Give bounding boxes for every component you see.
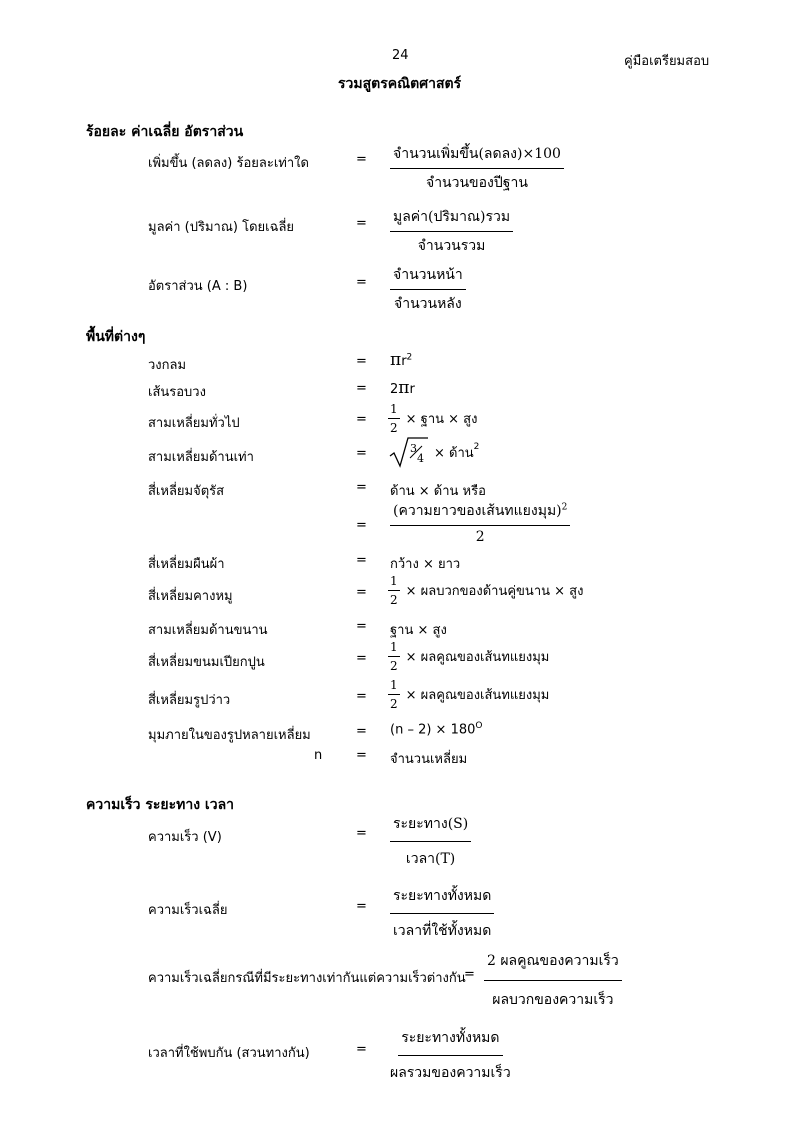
equals-sign: = <box>356 724 367 739</box>
formula-rhs <box>388 640 549 673</box>
formula-label: ความเร็ว (V) <box>148 830 222 845</box>
equals-sign: = <box>356 826 367 841</box>
exponent: 2 <box>473 442 480 452</box>
denominator: จำนวนหลัง <box>394 296 462 312</box>
formula-rhs: จำนวนเหลี่ยม <box>390 752 468 767</box>
page-number: 24 <box>392 48 409 63</box>
formula-rhs <box>390 721 482 737</box>
equals-sign: = <box>356 152 367 167</box>
denominator: จำนวนของปีฐาน <box>425 175 528 191</box>
numerator: 1 <box>388 574 400 591</box>
formula-label: มุมภายในของรูปหลายเหลี่ยม <box>148 728 311 743</box>
numerator-text: (ความยาวของเส้นทแยงมุม) <box>393 503 562 519</box>
equals-sign: = <box>356 619 367 634</box>
formula-label: สี่เหลี่ยมจัตุรัส <box>148 484 225 499</box>
denominator: 2 <box>390 659 398 673</box>
numerator: ระยะทางทั้งหมด <box>390 885 494 914</box>
equals-sign: = <box>356 381 367 396</box>
formula-label: ความเร็วเฉลี่ย <box>148 903 228 918</box>
fraction <box>390 264 466 315</box>
formula-label: เส้นรอบวง <box>148 385 206 400</box>
exponent: 2 <box>561 502 568 513</box>
coefficient: 2 <box>390 382 399 397</box>
denominator: เวลาที่ใช้ทั้งหมด <box>393 923 492 939</box>
fraction <box>390 500 570 545</box>
formula-label: วงกลม <box>148 358 187 373</box>
formula-label: สี่เหลี่ยมผืนผ้า <box>148 557 225 572</box>
page-title: รวมสูตรคณิตศาสตร์ <box>338 76 462 92</box>
pi-symbol: π <box>390 350 402 370</box>
root-numerator: 3 <box>410 442 417 455</box>
formula-rhs <box>388 402 477 435</box>
equals-sign: = <box>356 275 367 290</box>
numerator: ระยะทาง(S) <box>390 813 471 842</box>
fraction <box>484 950 622 1011</box>
formula-text: × ฐาน × สูง <box>405 412 478 427</box>
radius: r <box>409 382 415 397</box>
formula-label: เวลาที่ใช้พบกัน (สวนทางกัน) <box>148 1046 310 1061</box>
denominator: ผลบวกของความเร็ว <box>492 992 614 1008</box>
section-heading-area: พื้นที่ต่างๆ <box>86 329 146 345</box>
formula-label: สามเหลี่ยมด้านขนาน <box>148 623 268 638</box>
equals-sign: = <box>356 748 367 763</box>
equals-sign: = <box>356 651 367 666</box>
numerator <box>390 500 570 526</box>
formula-label: สามเหลี่ยมทั่วไป <box>148 416 240 431</box>
section-heading-speed: ความเร็ว ระยะทาง เวลา <box>86 797 235 813</box>
formula-text: × ผลคูณของเส้นทแยงมุม <box>405 688 550 703</box>
equals-sign: = <box>464 967 475 982</box>
numerator: 1 <box>388 640 400 657</box>
formula-rhs <box>390 378 415 398</box>
formula-rhs: ฐาน × สูง <box>390 623 447 638</box>
equals-sign: = <box>356 1042 367 1057</box>
formula-label: สี่เหลี่ยมรูปว่าว <box>148 693 231 708</box>
equals-sign: = <box>356 216 367 231</box>
book-title: คู่มือเตรียมสอบ <box>624 54 710 69</box>
numerator: 1 <box>388 678 400 695</box>
formula-label: ความเร็วเฉลี่ยกรณีที่มีระยะทางเท่ากันแต่ความเร็วต่างกัน <box>148 971 466 986</box>
equals-sign: = <box>356 354 367 369</box>
equals-sign: = <box>356 480 367 495</box>
numerator: 1 <box>388 402 400 419</box>
square-root-icon <box>388 436 430 468</box>
fraction <box>390 143 564 194</box>
formula-rhs <box>388 678 549 711</box>
formula-text: × ด้าน <box>434 445 474 461</box>
equals-sign: = <box>356 412 367 427</box>
formula-label: สี่เหลี่ยมขนมเปียกปูน <box>148 655 265 670</box>
pi-symbol: π <box>398 378 410 398</box>
denominator: 2 <box>390 697 398 711</box>
formula-label: มูลค่า (ปริมาณ) โดยเฉลี่ย <box>148 220 295 235</box>
denominator: 2 <box>475 529 485 545</box>
variable-label: n <box>314 748 323 763</box>
formula-rhs <box>388 436 479 468</box>
numerator: ระยะทางทั้งหมด <box>398 1027 502 1056</box>
numerator: จำนวนหน้า <box>390 264 466 290</box>
formula-rhs <box>390 350 412 370</box>
equals-sign: = <box>356 553 367 568</box>
exponent: 2 <box>406 352 413 363</box>
numerator: มูลค่า(ปริมาณ)รวม <box>390 206 513 232</box>
numerator: จำนวนเพิ่มขึ้น(ลดลง)×100 <box>390 143 564 169</box>
radius: r <box>401 354 407 369</box>
formula-label: สามเหลี่ยมด้านเท่า <box>148 450 254 465</box>
fraction <box>390 206 513 257</box>
fraction <box>390 1027 511 1084</box>
formula-text: × ผลคูณของเส้นทแยงมุม <box>405 650 550 665</box>
formula-rhs: กว้าง × ยาว <box>390 557 461 572</box>
equals-sign: = <box>356 899 367 914</box>
formula-text: × ผลบวกของด้านคู่ขนาน × สูง <box>405 584 584 599</box>
denominator: 2 <box>390 421 398 435</box>
formula-label: อัตราส่วน (A : B) <box>148 279 248 294</box>
denominator: เวลา(T) <box>405 851 456 867</box>
formula-text: (n – 2) × 180 <box>390 722 476 738</box>
formula-rhs <box>388 574 583 607</box>
formula-label: สี่เหลี่ยมคางหมู <box>148 589 233 604</box>
denominator: ผลรวมของความเร็ว <box>390 1065 511 1081</box>
numerator: 2 ผลคูณของความเร็ว <box>484 950 622 981</box>
root-denominator: 4 <box>417 452 424 465</box>
degree-symbol: O <box>475 721 483 731</box>
fraction <box>390 813 471 870</box>
denominator: จำนวนรวม <box>417 238 486 254</box>
denominator: 2 <box>390 593 398 607</box>
equals-sign: = <box>356 518 367 533</box>
fraction <box>390 885 494 942</box>
equals-sign: = <box>356 446 367 461</box>
equals-sign: = <box>356 585 367 600</box>
formula-label: เพิ่มขึ้น (ลดลง) ร้อยละเท่าใด <box>148 156 309 171</box>
section-heading-ratio: ร้อยละ ค่าเฉลี่ย อัตราส่วน <box>86 124 244 140</box>
equals-sign: = <box>356 689 367 704</box>
formula-rhs: ด้าน × ด้าน หรือ <box>390 484 486 499</box>
